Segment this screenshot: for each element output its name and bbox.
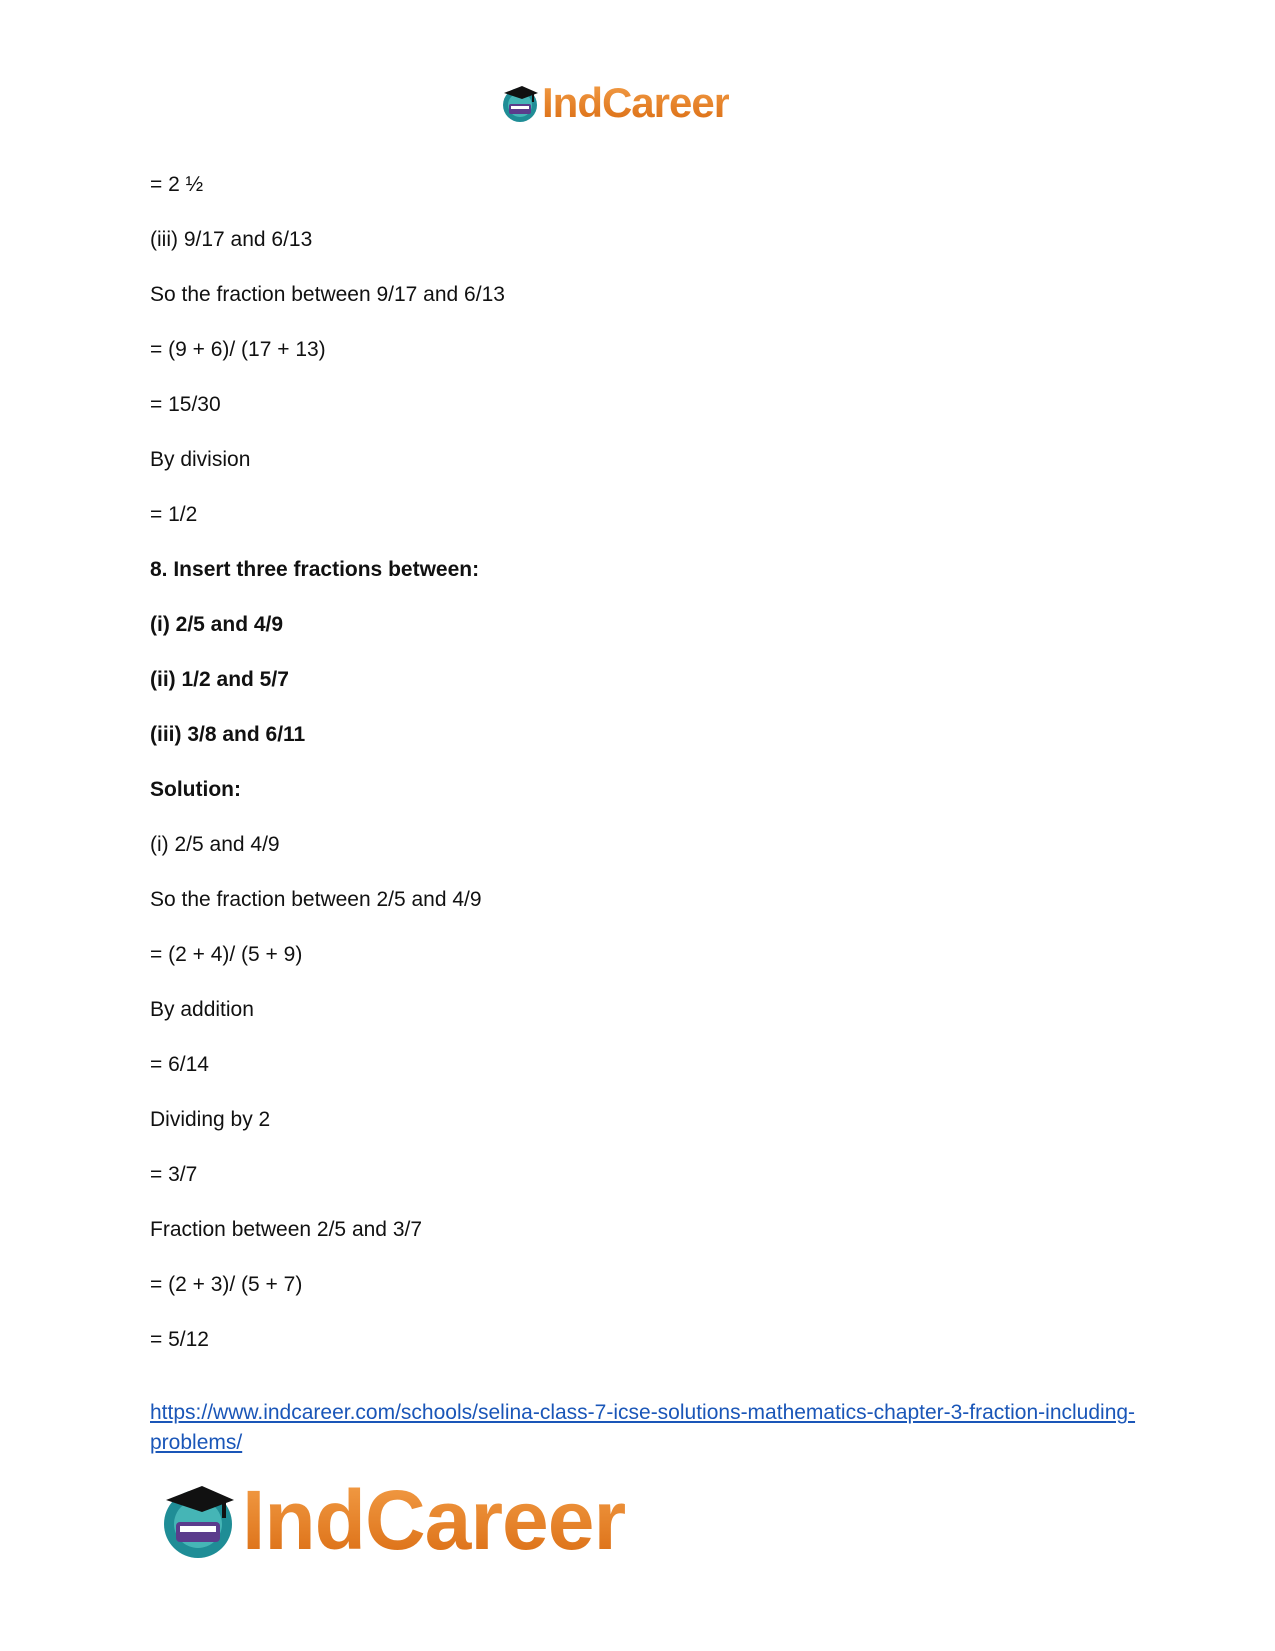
solution-line: = 1/2: [150, 503, 198, 526]
solution-line: = 2 ½: [150, 173, 204, 196]
solution-line: (i) 2/5 and 4/9: [150, 833, 280, 856]
source-link[interactable]: https://www.indcareer.com/schools/selina-class-7-icse-solutions-mathematics-chapter-3-fraction-including-problems/: [150, 1401, 1136, 1454]
question-line: (i) 2/5 and 4/9: [150, 613, 284, 636]
solution-line: = 5/12: [150, 1328, 209, 1351]
solution-line: By addition: [150, 998, 254, 1021]
solution-line: Dividing by 2: [150, 1108, 271, 1131]
logo-text: IndCareer: [242, 1472, 626, 1567]
question-line: Solution:: [150, 778, 241, 801]
solution-line: So the fraction between 9/17 and 6/13: [150, 283, 505, 306]
document-body: [150, 173, 1130, 1383]
solution-line: = (9 + 6)/ (17 + 13): [150, 338, 326, 361]
solution-line: = 6/14: [150, 1053, 209, 1076]
question-line: 8. Insert three fractions between:: [150, 558, 480, 581]
solution-line: So the fraction between 2/5 and 4/9: [150, 888, 482, 911]
solution-line: = 3/7: [150, 1163, 198, 1186]
question-line: (iii) 3/8 and 6/11: [150, 723, 306, 746]
graduation-globe-icon: [500, 82, 540, 124]
solution-line: Fraction between 2/5 and 3/7: [150, 1218, 423, 1241]
solution-line: = (2 + 4)/ (5 + 9): [150, 943, 303, 966]
question-line: (ii) 1/2 and 5/7: [150, 668, 289, 691]
solution-line: (iii) 9/17 and 6/13: [150, 228, 313, 251]
header-logo: [500, 78, 729, 128]
solution-line: = 15/30: [150, 393, 221, 416]
solution-line: By division: [150, 448, 251, 471]
solution-line: = (2 + 3)/ (5 + 7): [150, 1273, 303, 1296]
footer-logo: [158, 1470, 625, 1570]
graduation-globe-icon: [158, 1478, 238, 1562]
logo-text: IndCareer: [542, 79, 730, 126]
